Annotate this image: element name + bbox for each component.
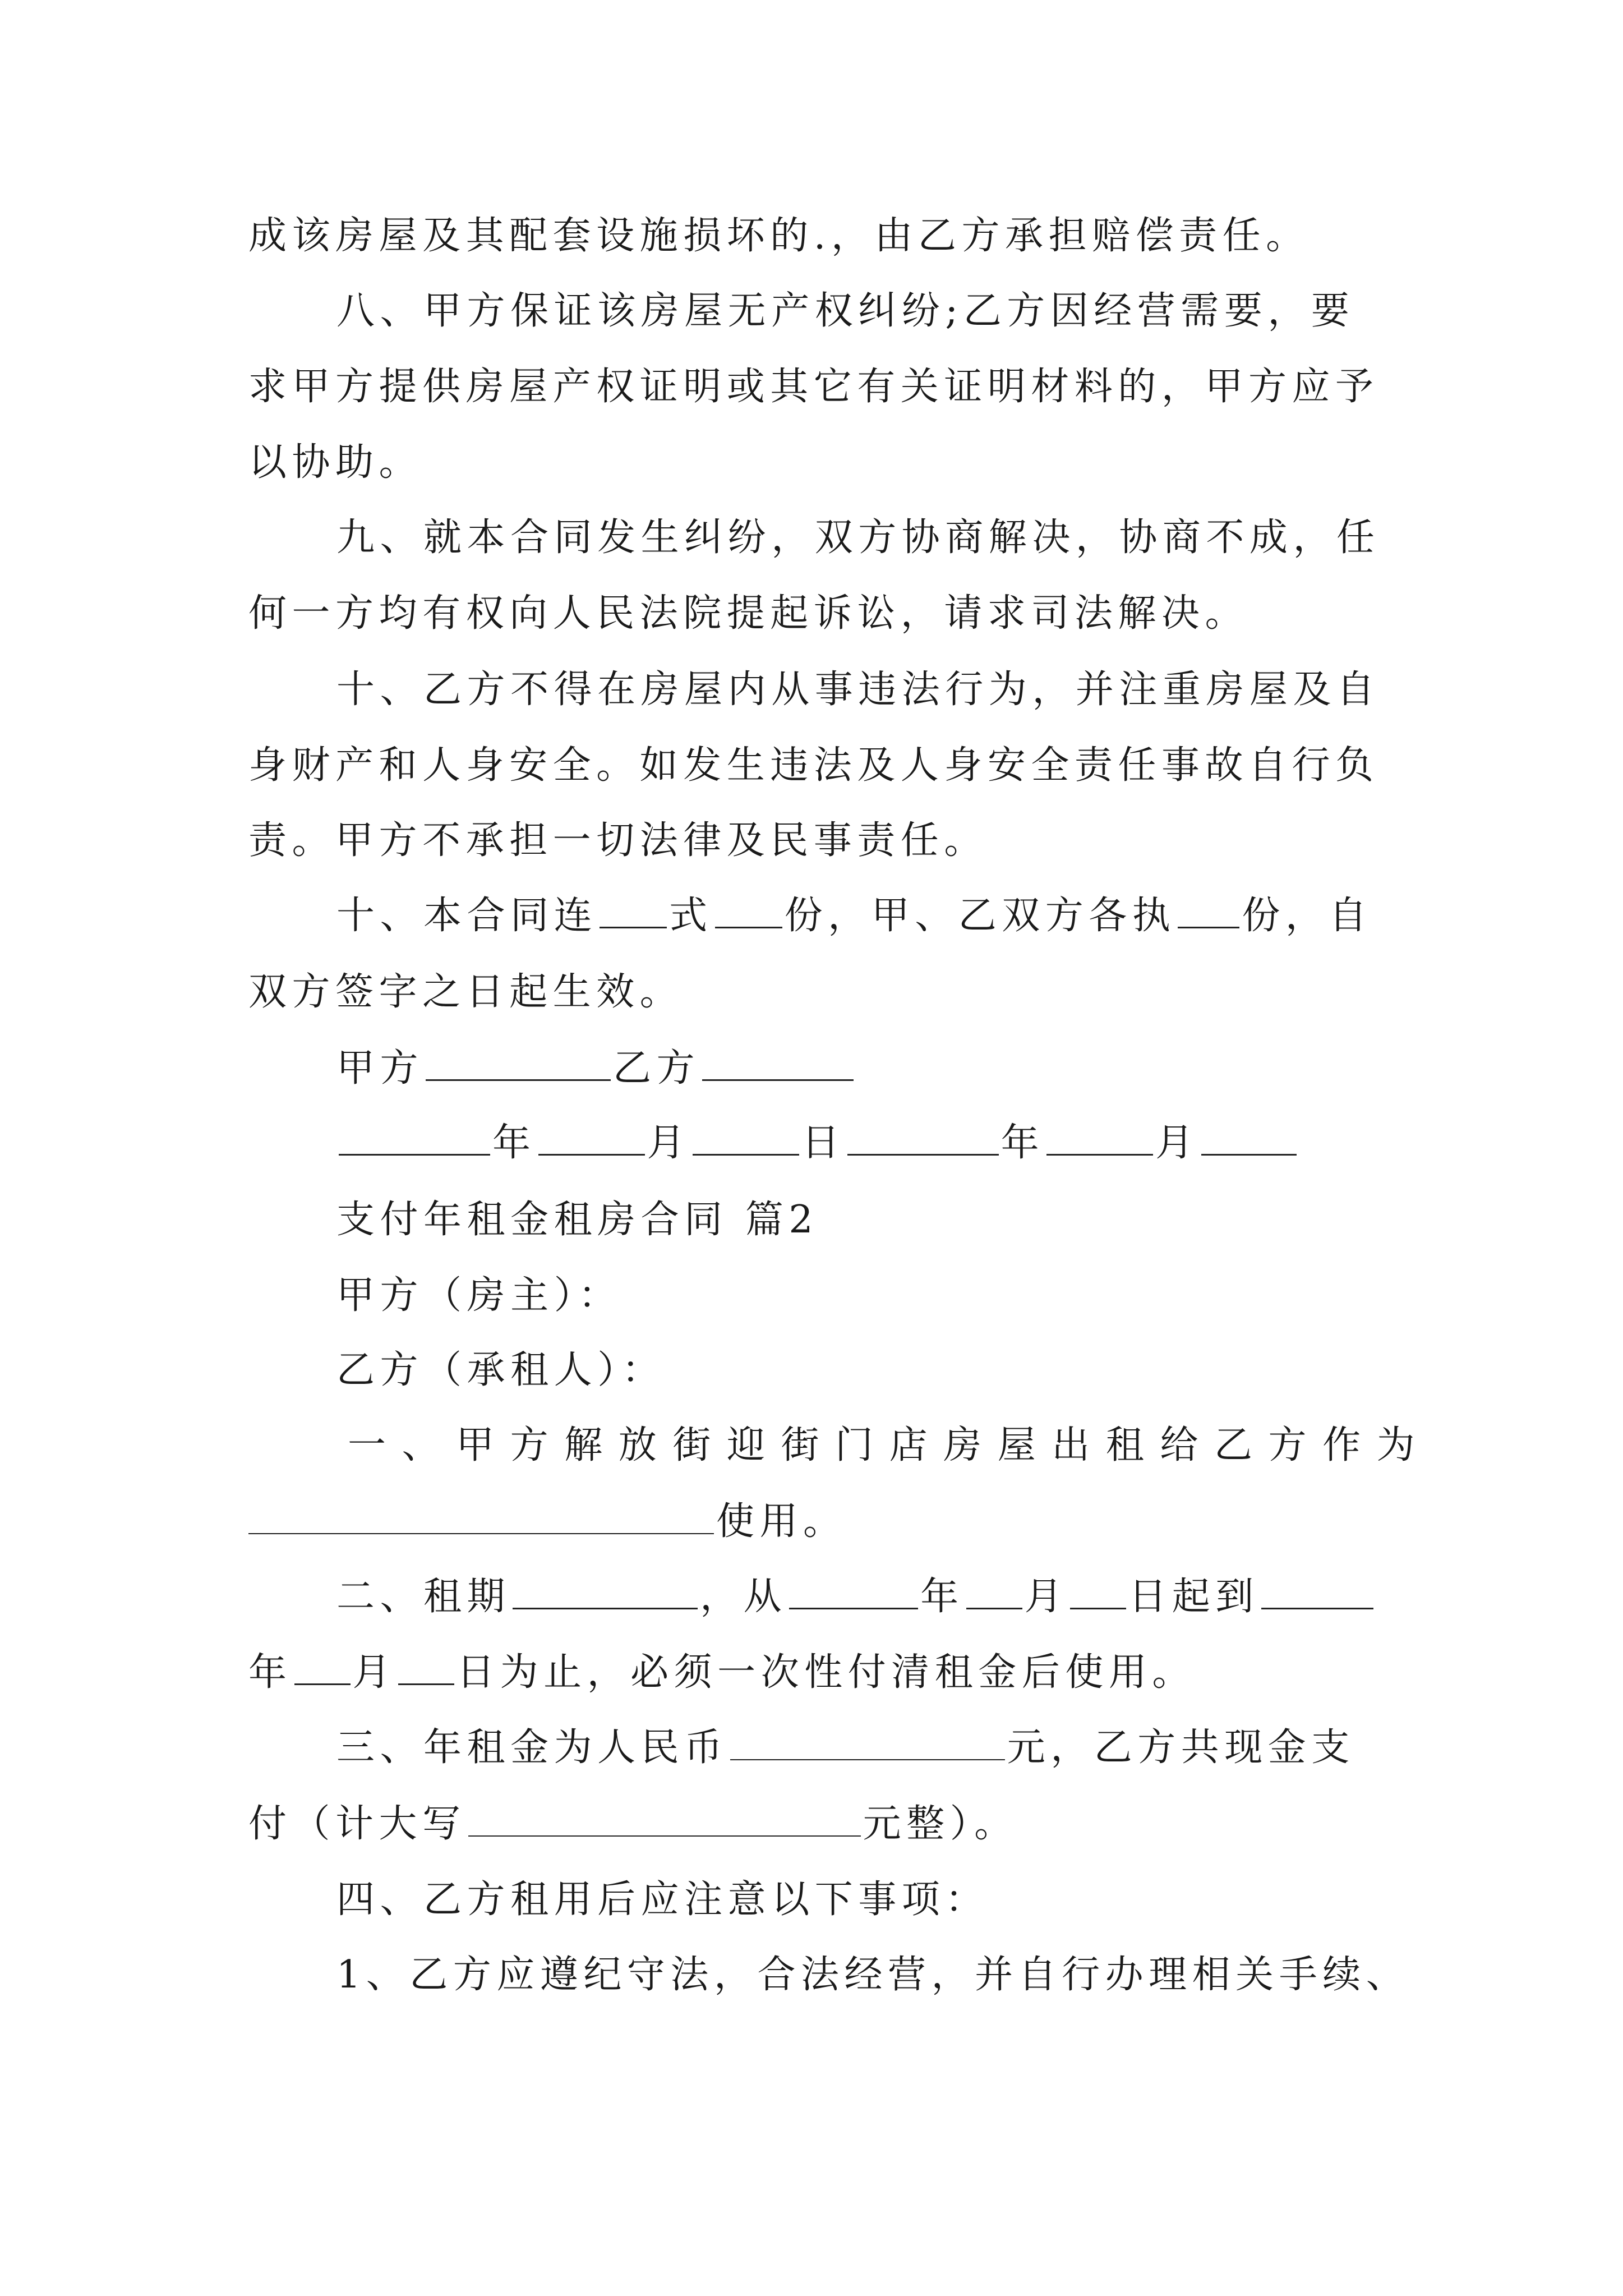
lease-clause-3-line-2 (248, 1799, 1018, 1849)
section-2-title: 支付年租金租房合同 篇2 (336, 1198, 819, 1242)
lease-clause-4: 四、乙方租用后应注意以下事项： (336, 1878, 989, 1922)
lease-clause-1-line-2 (248, 1497, 847, 1547)
clause-8-line-3: 以协助。 (248, 440, 423, 485)
purpose-blank (248, 1498, 714, 1534)
party-a-sign-blank (426, 1045, 611, 1081)
year-label: 年 (492, 1121, 536, 1165)
month-label: 月 (1024, 1575, 1068, 1619)
date-blank (1201, 1119, 1297, 1156)
copies-clause-line-1 (336, 891, 1372, 941)
copies-text-d: 份，自 (1242, 894, 1372, 938)
copies-blank (600, 892, 667, 928)
lease-clause-4-item-1: 1、乙方应遵纪守法，合法经营，并自行办理相关手续、 (336, 1953, 1410, 1997)
copies-blank (1178, 892, 1239, 928)
party-b-label: 乙方 (613, 1046, 700, 1091)
clause-10-line-1: 十、乙方不得在房屋内从事违法行为，并注重房屋及自 (336, 668, 1380, 712)
clause-8-line-2: 求甲方提供房屋产权证明或其它有关证明材料的，甲方应予 (248, 365, 1379, 409)
uppercase-amount-blank (468, 1801, 861, 1837)
copies-text-b: 式 (669, 894, 713, 938)
rent-label: 三、年租金为人民币 (336, 1726, 728, 1770)
tenant-line: 乙方（承租人）： (336, 1348, 666, 1392)
date-blank (1070, 1573, 1126, 1609)
year-label: 年 (1000, 1121, 1045, 1165)
clause-9-line-2: 何一方均有权向人民法院提起诉讼，请求司法解决。 (248, 591, 1248, 636)
date-blank (1046, 1119, 1153, 1156)
until-label: 日起到 (1128, 1575, 1259, 1619)
year-label: 年 (248, 1650, 292, 1695)
copies-clause-line-2: 双方签字之日起生效。 (248, 970, 684, 1014)
date-blank (339, 1119, 490, 1156)
landlord-line: 甲方（房主）： (336, 1273, 622, 1318)
month-label: 月 (1155, 1121, 1199, 1165)
party-a-label: 甲方 (336, 1046, 424, 1091)
clause-10-line-3: 责。甲方不承担一切法律及民事责任。 (248, 818, 988, 863)
month-label: 月 (352, 1650, 396, 1695)
lease-clause-1-line-1: 一、甲方解放街迎街门店房屋出租给乙方作为 (348, 1423, 1431, 1467)
from-label: ，从 (700, 1575, 787, 1619)
date-blank (294, 1649, 351, 1685)
clause-10-line-2: 身财产和人身安全。如发生违法及人身安全责任事故自行负 (248, 743, 1379, 788)
date-row (336, 1118, 1299, 1168)
party-b-sign-blank (702, 1045, 854, 1081)
term-blank (513, 1573, 698, 1609)
lease-clause-2-line-2 (248, 1648, 1196, 1698)
rent-text: 元，乙方共现金支 (1007, 1726, 1355, 1770)
signature-row (336, 1043, 856, 1094)
day-label: 日 (801, 1121, 845, 1165)
date-blank (847, 1119, 999, 1156)
lease-clause-2-line-1 (336, 1572, 1376, 1622)
date-blank (398, 1649, 454, 1685)
use-text: 使用。 (716, 1499, 847, 1544)
date-blank (538, 1119, 645, 1156)
yuan-text: 元整）。 (863, 1802, 1018, 1846)
date-blank (966, 1573, 1022, 1609)
uppercase-label: 付（计大写 (248, 1802, 466, 1846)
term-label: 二、租期 (336, 1575, 511, 1619)
date-blank (1261, 1573, 1373, 1609)
clause-8-line-1: 八、甲方保证该房屋无产权纠纷;乙方因经营需要，要 (336, 289, 1355, 333)
rent-amount-blank (730, 1724, 1005, 1760)
text-line-1: 成该房屋及其配套设施损坏的.，由乙方承担赔偿责任。 (248, 214, 1310, 258)
copies-blank (715, 892, 782, 928)
term-end-text: 日为止，必须一次性付清租金后使用。 (457, 1650, 1196, 1695)
copies-text-a: 十、本合同连 (336, 894, 598, 938)
year-label: 年 (920, 1575, 964, 1619)
lease-clause-3-line-1 (336, 1723, 1355, 1773)
date-blank (693, 1119, 799, 1156)
clause-9-line-1: 九、就本合同发生纠纷，双方协商解决，协商不成，任 (336, 516, 1380, 560)
month-label: 月 (647, 1121, 691, 1165)
copies-text-c: 份，甲、乙双方各执 (784, 894, 1176, 938)
date-blank (789, 1573, 918, 1609)
